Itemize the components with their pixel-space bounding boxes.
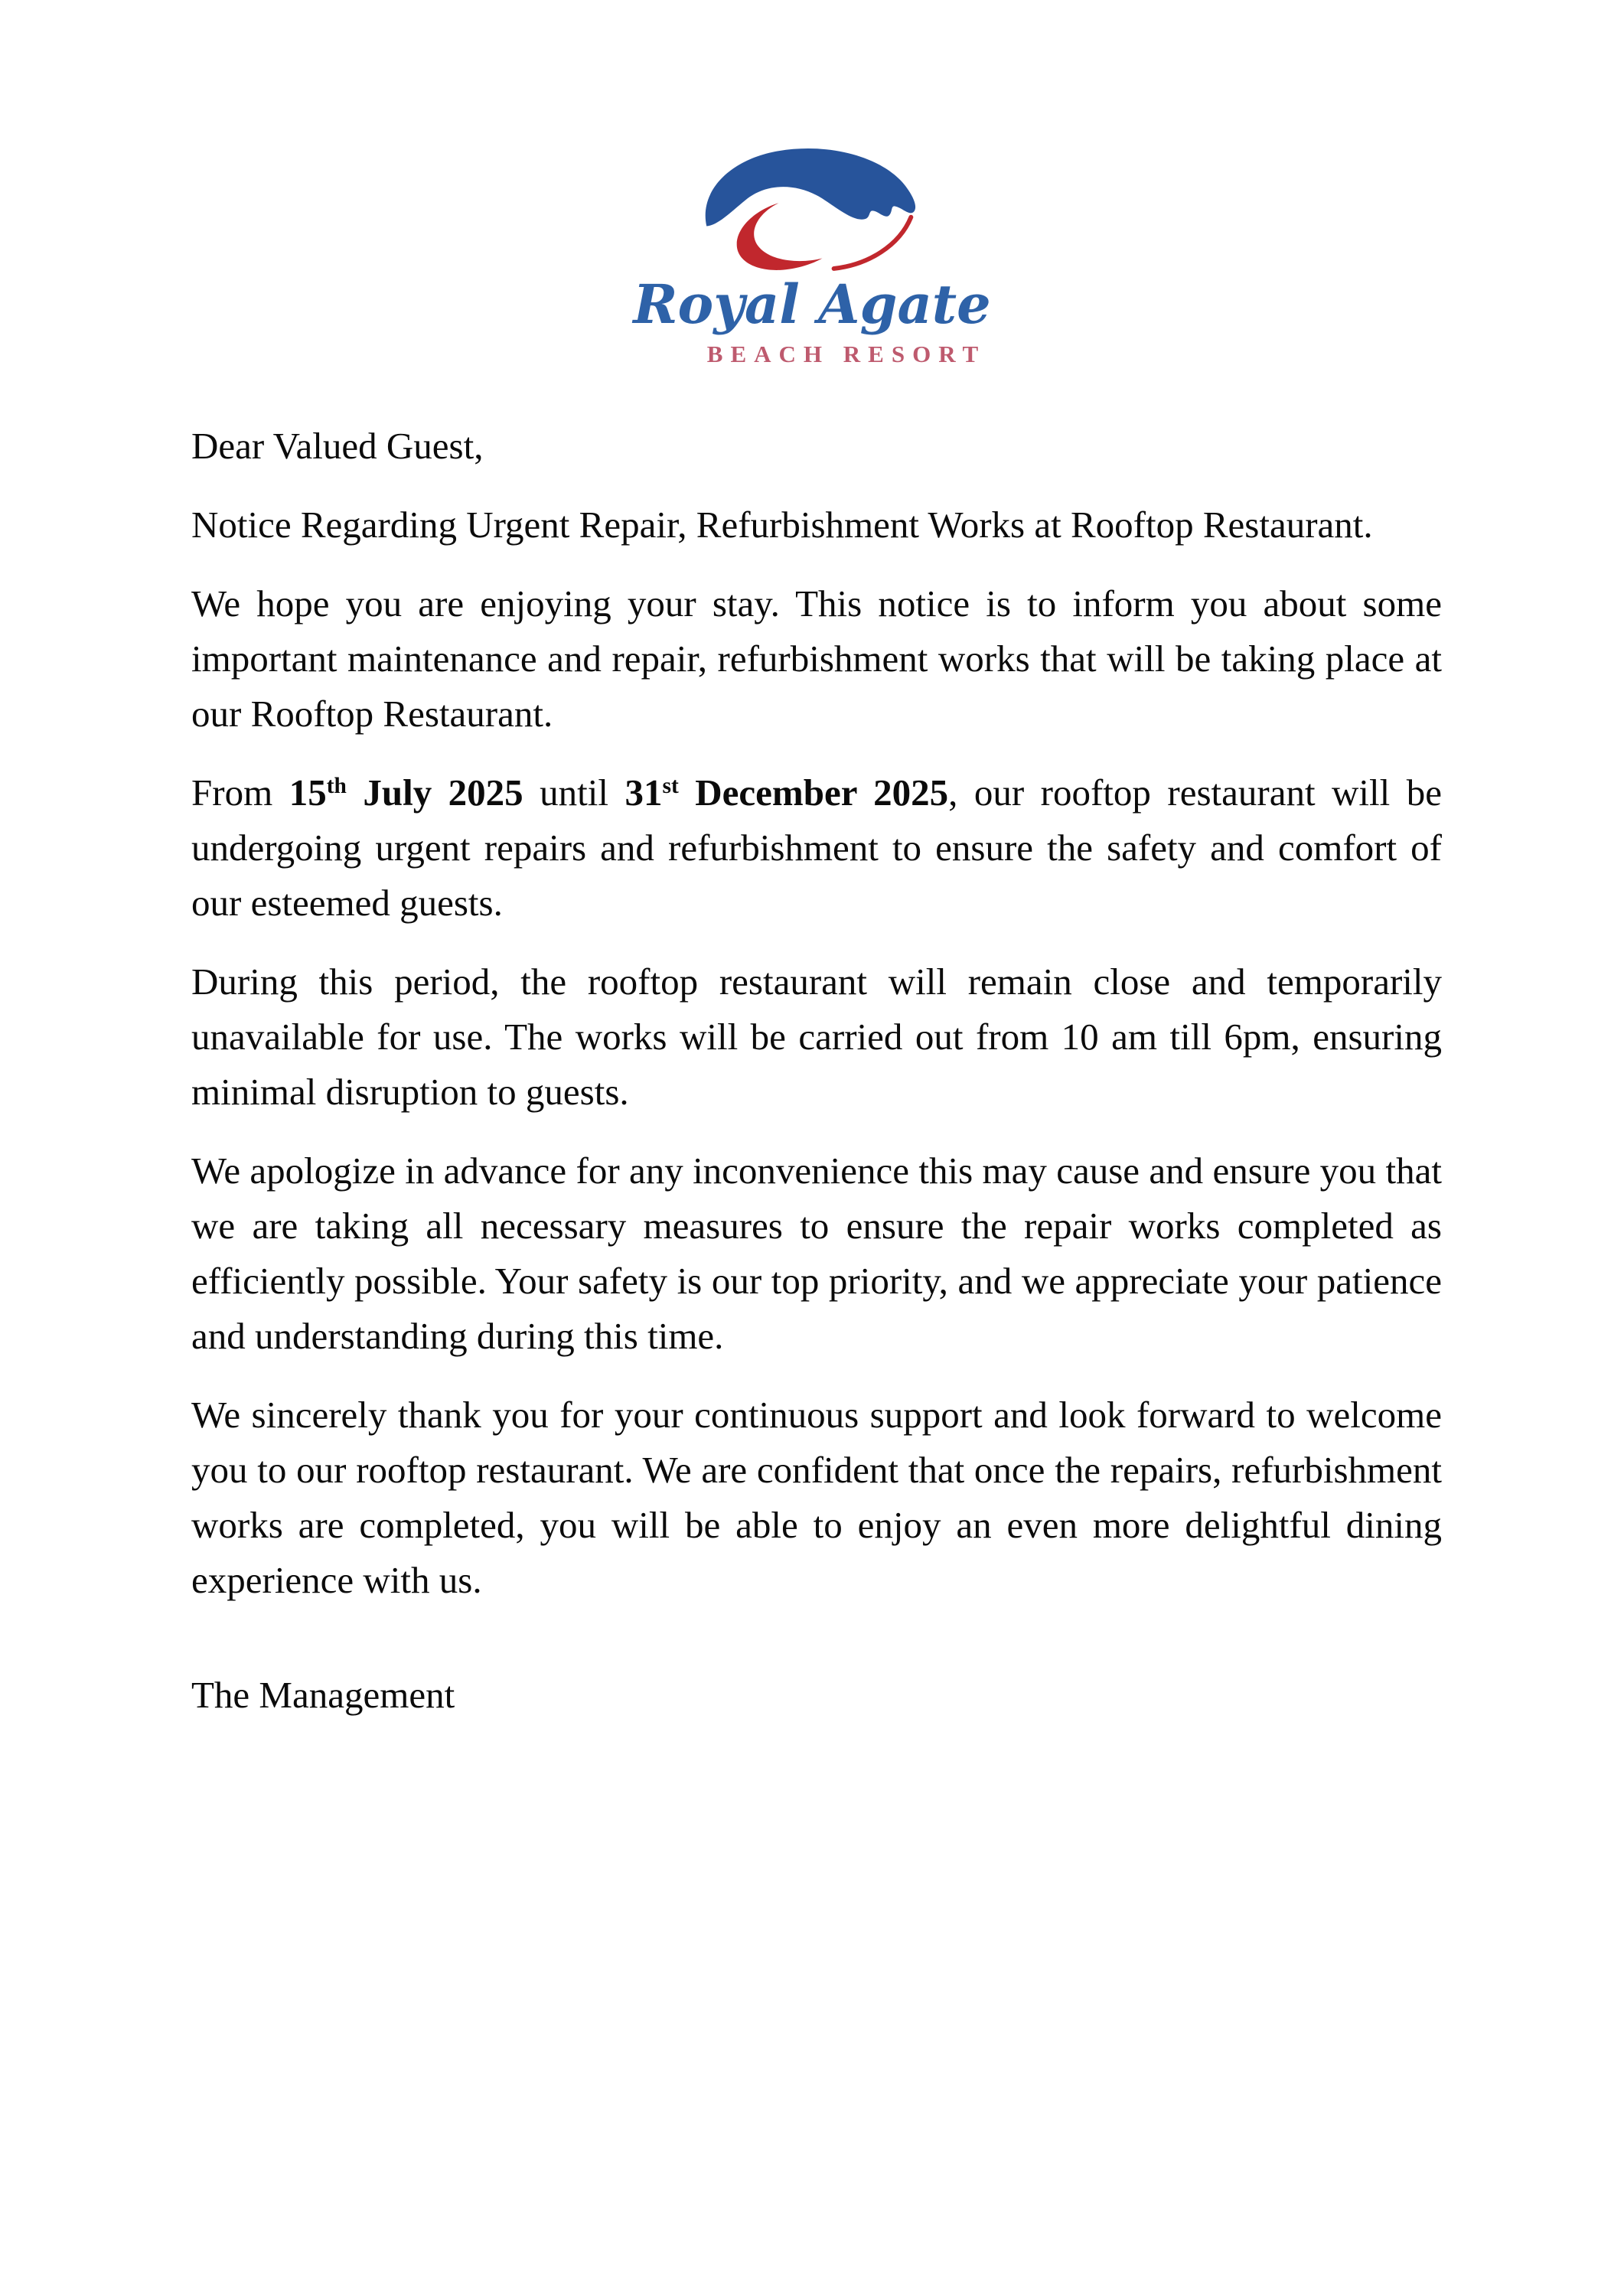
resort-logo bbox=[0, 0, 1624, 368]
logo-blue-wave-shape bbox=[706, 148, 915, 227]
paragraph-thanks: We sincerely thank you for your continuous support and look forward to welcome you to our rooftop restaurant. We are confident that once the repairs, refurbishment works are completed, you will be able to enjoy an even more delightful dining experience with us. bbox=[191, 1393, 1442, 1601]
closing-signature: The Management bbox=[191, 1673, 455, 1716]
paragraph-hope: We hope you are enjoying your stay. This notice is to inform you about some important maintenance and repair, refurbishment works that will be taking place at our Rooftop Restaurant. bbox=[191, 582, 1442, 735]
start-date: 15th July 2025 bbox=[289, 771, 523, 814]
logo-red-crescent-shape bbox=[737, 203, 823, 270]
subject-line: Notice Regarding Urgent Repair, Refurbishment Works at Rooftop Restaurant. bbox=[191, 503, 1373, 546]
salutation: Dear Valued Guest, bbox=[191, 424, 484, 467]
logo-red-thin-arc bbox=[834, 217, 911, 269]
notice-letter-body bbox=[191, 419, 1442, 1723]
end-date: 31st December 2025 bbox=[624, 771, 949, 814]
period-middle: until bbox=[523, 771, 625, 814]
brand-tagline: BEACH RESORT bbox=[706, 340, 986, 367]
paragraph-apology: We apologize in advance for any inconvenience this may cause and ensure you that we are taking all necessary measures to ensure the repair works completed as efficiently possible. Your safety is our top priority, and we appreciate your patience and understanding during this time. bbox=[191, 1149, 1442, 1357]
end-date-ordinal: st bbox=[662, 774, 679, 799]
period-prefix: From bbox=[191, 771, 289, 814]
start-date-ordinal: th bbox=[326, 774, 347, 799]
paragraph-repair-period bbox=[191, 765, 1442, 931]
period-suffix: , our rooftop restaurant will be undergoing urgent repairs and refurbishment to ensure the safety and comfort of our esteemed guests. bbox=[191, 771, 1443, 924]
wave-swoosh-logo-icon bbox=[686, 144, 938, 272]
paragraph-closure: During this period, the rooftop restaurant will remain close and temporarily unavailable for use. The works will be carried out from 10 am till 6pm, ensuring minimal disruption to guests. bbox=[191, 960, 1442, 1113]
brand-name: Royal Agate bbox=[633, 272, 991, 336]
